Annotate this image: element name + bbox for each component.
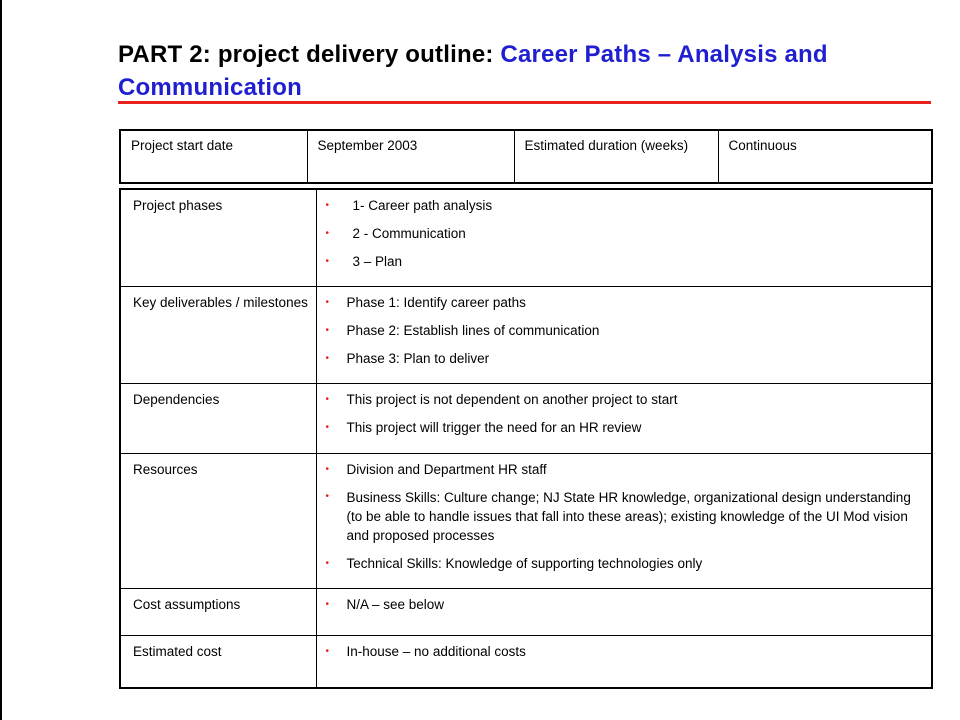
title-highlight: Career Paths – Analysis and Communication: [118, 41, 828, 101]
list-item-text: Business Skills: Culture change; NJ State HR knowledge, organizational design understanding (to be able to handle issues that fall into these areas); existing knowledge of the UI Mod vision and proposed processes: [346, 490, 911, 543]
bullet-icon: •: [325, 200, 330, 211]
list-item: [317, 196, 920, 215]
row-content: [316, 454, 932, 589]
row-content: [316, 287, 932, 384]
list-item-text: This project will trigger the need for an HR review: [346, 420, 642, 435]
list-item-text: This project is not dependent on another project to start: [346, 392, 678, 407]
table-row-resources: [120, 454, 932, 589]
row-label: Dependencies: [120, 384, 316, 454]
list-item-text: 1- Career path analysis: [352, 198, 493, 213]
list-item: [317, 554, 920, 573]
phases-list: [317, 196, 920, 271]
list-item: [317, 642, 920, 661]
list-item-text: Phase 1: Identify career paths: [346, 295, 526, 310]
bullet-icon: •: [325, 464, 330, 475]
table-row-cost-assumptions: [120, 589, 932, 636]
deliverables-list: [317, 293, 920, 368]
start-date-label: Project start date: [120, 130, 307, 183]
resources-list: [317, 460, 920, 573]
bullet-icon: •: [325, 228, 330, 239]
table-row-phases: [120, 189, 932, 287]
row-content: [316, 189, 932, 287]
list-item: [317, 460, 920, 479]
cost-assumptions-list: [317, 595, 920, 614]
list-item: [317, 488, 920, 545]
list-item: [317, 390, 920, 409]
bullet-icon: •: [325, 325, 330, 336]
bullet-icon: •: [325, 599, 330, 610]
row-label: Key deliverables / milestones: [120, 287, 316, 384]
bullet-icon: •: [325, 558, 330, 569]
row-content: [316, 384, 932, 454]
table-row-estimated-cost: [120, 636, 932, 688]
list-item-text: Division and Department HR staff: [346, 462, 547, 477]
list-item: [317, 321, 920, 340]
row-label: Project phases: [120, 189, 316, 287]
start-date-value: September 2003: [307, 130, 514, 183]
title-prefix: PART 2: project delivery outline:: [118, 41, 501, 68]
project-outline-table: [119, 188, 933, 689]
bullet-icon: •: [325, 297, 330, 308]
summary-row: [120, 130, 932, 183]
summary-table: [119, 129, 933, 184]
slide-left-border: [0, 0, 2, 720]
list-item-text: 3 – Plan: [352, 254, 403, 269]
list-item-text: Phase 3: Plan to deliver: [346, 351, 490, 366]
estimated-cost-list: [317, 642, 920, 661]
row-label: Estimated cost: [120, 636, 316, 688]
bullet-icon: •: [325, 256, 330, 267]
title-underline: [118, 101, 931, 104]
row-label: Cost assumptions: [120, 589, 316, 636]
list-item-text: In-house – no additional costs: [346, 644, 526, 659]
bullet-icon: •: [325, 394, 330, 405]
row-label: Resources: [120, 454, 316, 589]
duration-label: Estimated duration (weeks): [514, 130, 718, 183]
bullet-icon: •: [325, 491, 330, 502]
dependencies-list: [317, 390, 920, 437]
list-item-text: 2 - Communication: [352, 226, 466, 241]
list-item-text: N/A – see below: [346, 597, 445, 612]
bullet-icon: •: [325, 422, 330, 433]
table-row-deliverables: [120, 287, 932, 384]
table-row-dependencies: [120, 384, 932, 454]
row-content: [316, 636, 932, 688]
bullet-icon: •: [325, 353, 330, 364]
list-item: [317, 418, 920, 437]
list-item: [317, 224, 920, 243]
list-item: [317, 349, 920, 368]
list-item: [317, 595, 920, 614]
list-item-text: Technical Skills: Knowledge of supporting technologies only: [346, 556, 703, 571]
list-item-text: Phase 2: Establish lines of communication: [346, 323, 600, 338]
list-item: [317, 293, 920, 312]
bullet-icon: •: [325, 646, 330, 657]
duration-value: Continuous: [718, 130, 932, 183]
slide-title: [118, 38, 918, 104]
list-item: [317, 252, 920, 271]
row-content: [316, 589, 932, 636]
